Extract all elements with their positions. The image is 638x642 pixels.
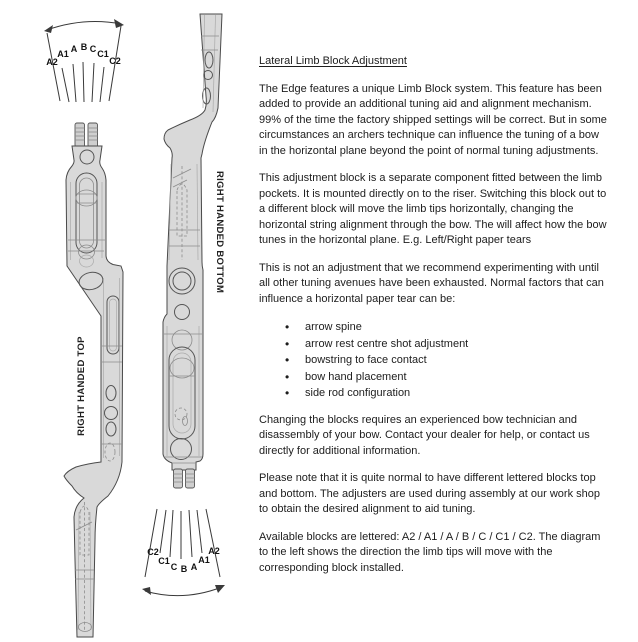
fan-label: C2 [109,56,121,66]
fan-label: C1 [158,556,170,566]
arrow-right-icon [215,585,225,593]
arrow-right-icon [114,19,124,28]
bullet-item: • bow hand placement [305,369,609,386]
paragraph-warning: This is not an adjustment that we recommend experimenting with until all other tuning avenues have been exhausted. Normal factors that can influence a horizontal paper tear can be: [259,261,604,305]
paragraph-intro: The Edge features a unique Limb Block system. This feature has been added to provide an additional tuning aid and alignment mechanism. 99% of the time the factory shipped settings will be correct. But in some circumstances an archers technique can influence the tuning of a bow in the horizontal plane beyond the point of normal tuning adjustments. [259,82,607,157]
bullet-item: • bowstring to face contact [305,352,609,369]
fan-label: B [180,564,188,574]
fan-top-arc [47,22,121,30]
fan-label: C2 [147,547,159,557]
fan-label: A1 [57,49,69,59]
paragraph-available-blocks: Available blocks are lettered: A2 / A1 / A / B / C / C1 / C2. The diagram to the left shows the direction the limb tips will move with the corresponding block installed. [259,530,601,574]
fan-label: C [170,562,178,572]
riser-top-drawing [62,100,126,640]
riser-bottom-label: RIGHT HANDED BOTTOM [214,171,225,294]
bullet-item: • arrow rest centre shot adjustment [305,336,609,353]
bullet-item: • side rod configuration [305,385,609,402]
limb-bolt [186,469,195,488]
paragraph-technician: Changing the blocks requires an experienced bow technician and disassembly of your bow. Contact your dealer for help, or contact us directly for additional information. [259,413,590,457]
paragraph-note: Please note that it is quite normal to have different lettered blocks top and bottom. The adjusters are used during assembly at our work shop to obtain the desired alignment to aid tuning. [259,472,600,515]
fan-top-diagram [36,8,132,108]
limb-bolt [174,469,183,488]
article-column [259,54,609,588]
paragraph-block-description: This adjustment block is a separate component fitted between the limb pockets. It is mounted directly on to the riser. Switching this block out to a different block will move the limb tips horizontally, changing the horizontal string alignment through the bow. The will affect how the bow tunes in the horizontal plane. E.g. Left/Right paper tears [259,172,607,246]
fan-label: A2 [208,546,220,556]
fan-bottom-arc [145,587,222,596]
fan-label: B [80,42,88,52]
arrow-left-icon [44,25,53,33]
arrow-left-icon [142,587,151,595]
fan-label: A [190,562,198,572]
fan-label: A2 [46,57,58,67]
limb-bolt [75,123,85,147]
fan-label: A [70,44,78,54]
fan-label: C [89,44,97,54]
fan-bottom-diagram [138,504,230,604]
bullet-list [259,319,609,402]
page-title: Lateral Limb Block Adjustment [259,55,407,67]
bullet-item: • arrow spine [305,319,609,336]
fan-label: C1 [97,49,109,59]
limb-bolt [88,123,98,147]
riser-top-label: RIGHT HANDED TOP [76,336,87,436]
fan-label: A1 [198,555,210,565]
